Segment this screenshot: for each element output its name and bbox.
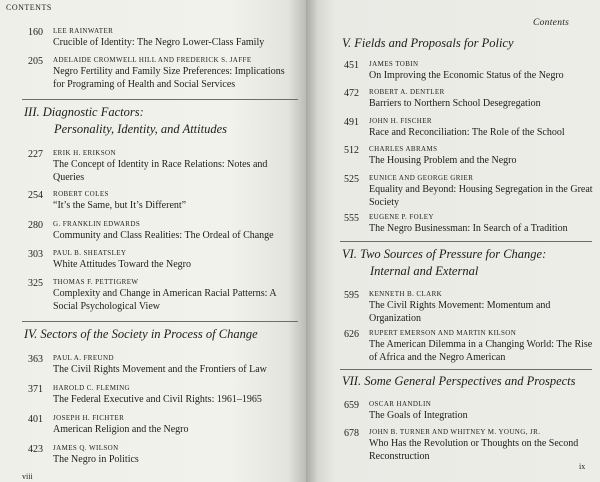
section-heading-6 bbox=[342, 246, 594, 280]
entry-title: Complexity and Change in American Racial Patterns: A Social Psychological View bbox=[53, 288, 277, 312]
entry-author: EUNICE AND GEORGE GRIER bbox=[369, 174, 474, 182]
section-heading-line: VII. Some General Perspectives and Prospects bbox=[342, 374, 576, 388]
entry-author: JOHN B. TURNER AND WHITNEY M. YOUNG, JR. bbox=[369, 428, 541, 436]
section-heading-line: Personality, Identity, and Attitudes bbox=[54, 122, 228, 136]
entry-title: Crucible of Identity: The Negro Lower-Class Family bbox=[53, 37, 265, 48]
entry-author: PAUL A. FREUND bbox=[53, 354, 114, 362]
entry-title: American Religion and the Negro bbox=[53, 424, 189, 435]
entry-author: G. FRANKLIN EDWARDS bbox=[53, 220, 141, 228]
page-number: 160 bbox=[28, 27, 43, 38]
page-number: 512 bbox=[344, 145, 359, 156]
section-heading-line: IV. Sectors of the Society in Process of Change bbox=[24, 327, 258, 341]
entry-author: HAROLD C. FLEMING bbox=[53, 384, 130, 392]
section-heading-line: VI. Two Sources of Pressure for Change: bbox=[342, 247, 547, 261]
entry-title: On Improving the Economic Status of the Negro bbox=[369, 70, 564, 81]
page-folio-left: viii bbox=[22, 472, 33, 481]
section-divider bbox=[340, 241, 592, 242]
section-heading-line: Internal and External bbox=[370, 264, 479, 278]
entry-author: THOMAS F. PETTIGREW bbox=[53, 278, 139, 286]
entry-title: The Federal Executive and Civil Rights: 1961–1965 bbox=[53, 394, 262, 405]
page-number: 205 bbox=[28, 56, 43, 67]
entry-title: The Housing Problem and the Negro bbox=[369, 155, 517, 166]
right-page bbox=[306, 0, 600, 482]
page-number: 525 bbox=[344, 174, 359, 185]
entry-title: Barriers to Northern School Desegregation bbox=[369, 98, 541, 109]
entry-title: White Attitudes Toward the Negro bbox=[53, 259, 191, 270]
entry-title: The Goals of Integration bbox=[369, 410, 468, 421]
section-heading-3 bbox=[24, 104, 304, 138]
entry-author: JOHN H. FISCHER bbox=[369, 117, 432, 125]
section-divider bbox=[22, 321, 298, 322]
page-number: 491 bbox=[344, 117, 359, 128]
entry-title: The Concept of Identity in Race Relations: Notes and Queries bbox=[53, 159, 268, 183]
page-number: 227 bbox=[28, 149, 43, 160]
entry-author: JOSEPH H. FICHTER bbox=[53, 414, 125, 422]
entry-author: JAMES Q. WILSON bbox=[53, 444, 119, 452]
entry-author: ROBERT COLES bbox=[53, 190, 109, 198]
section-divider bbox=[22, 99, 298, 100]
entry-author: RUPERT EMERSON AND MARTIN KILSON bbox=[369, 329, 517, 337]
section-heading-line: V. Fields and Proposals for Policy bbox=[342, 36, 514, 50]
entry-author: PAUL B. SHEATSLEY bbox=[53, 249, 127, 257]
entry-title: The Negro Businessman: In Search of a Tradition bbox=[369, 223, 568, 234]
entry-title: Who Has the Revolution or Thoughts on the Second Reconstruction bbox=[369, 438, 579, 462]
entry-title: “It’s the Same, but It’s Different” bbox=[53, 200, 187, 211]
entry-title: The American Dilemma in a Changing World: The Rise of Africa and the Negro American bbox=[369, 339, 593, 363]
page-number: 363 bbox=[28, 354, 43, 365]
entry-title: Negro Fertility and Family Size Preferences: Implications for Programing of Health and Social Services bbox=[53, 66, 285, 90]
entry-author: ROBERT A. DENTLER bbox=[369, 88, 445, 96]
page-number: 678 bbox=[344, 428, 359, 439]
entry-author: KENNETH B. CLARK bbox=[369, 290, 443, 298]
section-heading-line: III. Diagnostic Factors: bbox=[24, 105, 144, 119]
running-head-right: Contents bbox=[533, 18, 570, 28]
entry-author: EUGENE P. FOLEY bbox=[369, 213, 434, 221]
page-folio-right: ix bbox=[579, 462, 586, 471]
entry-title: The Negro in Politics bbox=[53, 454, 139, 465]
entry-author: OSCAR HANDLIN bbox=[369, 400, 432, 408]
page-number: 371 bbox=[28, 384, 43, 395]
section-heading-4 bbox=[24, 326, 306, 343]
page-number: 325 bbox=[28, 278, 43, 289]
section-divider bbox=[340, 369, 592, 370]
page-number: 595 bbox=[344, 290, 359, 301]
page-number: 423 bbox=[28, 444, 43, 455]
entry-author: JAMES TOBIN bbox=[369, 60, 419, 68]
page-number: 555 bbox=[344, 213, 359, 224]
page-number: 659 bbox=[344, 400, 359, 411]
page-number: 472 bbox=[344, 88, 359, 99]
entry-author: ADELAIDE CROMWELL HILL AND FREDERICK S. JAFFE bbox=[53, 56, 252, 64]
running-head-left: CONTENTS bbox=[6, 3, 52, 12]
page-number: 303 bbox=[28, 249, 43, 260]
entry-title: The Civil Rights Movement: Momentum and Organization bbox=[369, 300, 551, 324]
section-heading-5 bbox=[342, 35, 592, 52]
page-number: 280 bbox=[28, 220, 43, 231]
entry-title: The Civil Rights Movement and the Frontiers of Law bbox=[53, 364, 267, 375]
page-number: 451 bbox=[344, 60, 359, 71]
entry-author: LEE RAINWATER bbox=[53, 27, 114, 35]
entry-title: Equality and Beyond: Housing Segregation in the Great Society bbox=[369, 184, 593, 208]
page-number: 626 bbox=[344, 329, 359, 340]
section-heading-7 bbox=[342, 373, 598, 390]
page-number: 401 bbox=[28, 414, 43, 425]
entry-author: ERIK H. ERIKSON bbox=[53, 149, 116, 157]
entry-author: CHARLES ABRAMS bbox=[369, 145, 438, 153]
entry-title: Community and Class Realities: The Ordeal of Change bbox=[53, 230, 274, 241]
page-number: 254 bbox=[28, 190, 43, 201]
entry-title: Race and Reconciliation: The Role of the School bbox=[369, 127, 565, 138]
